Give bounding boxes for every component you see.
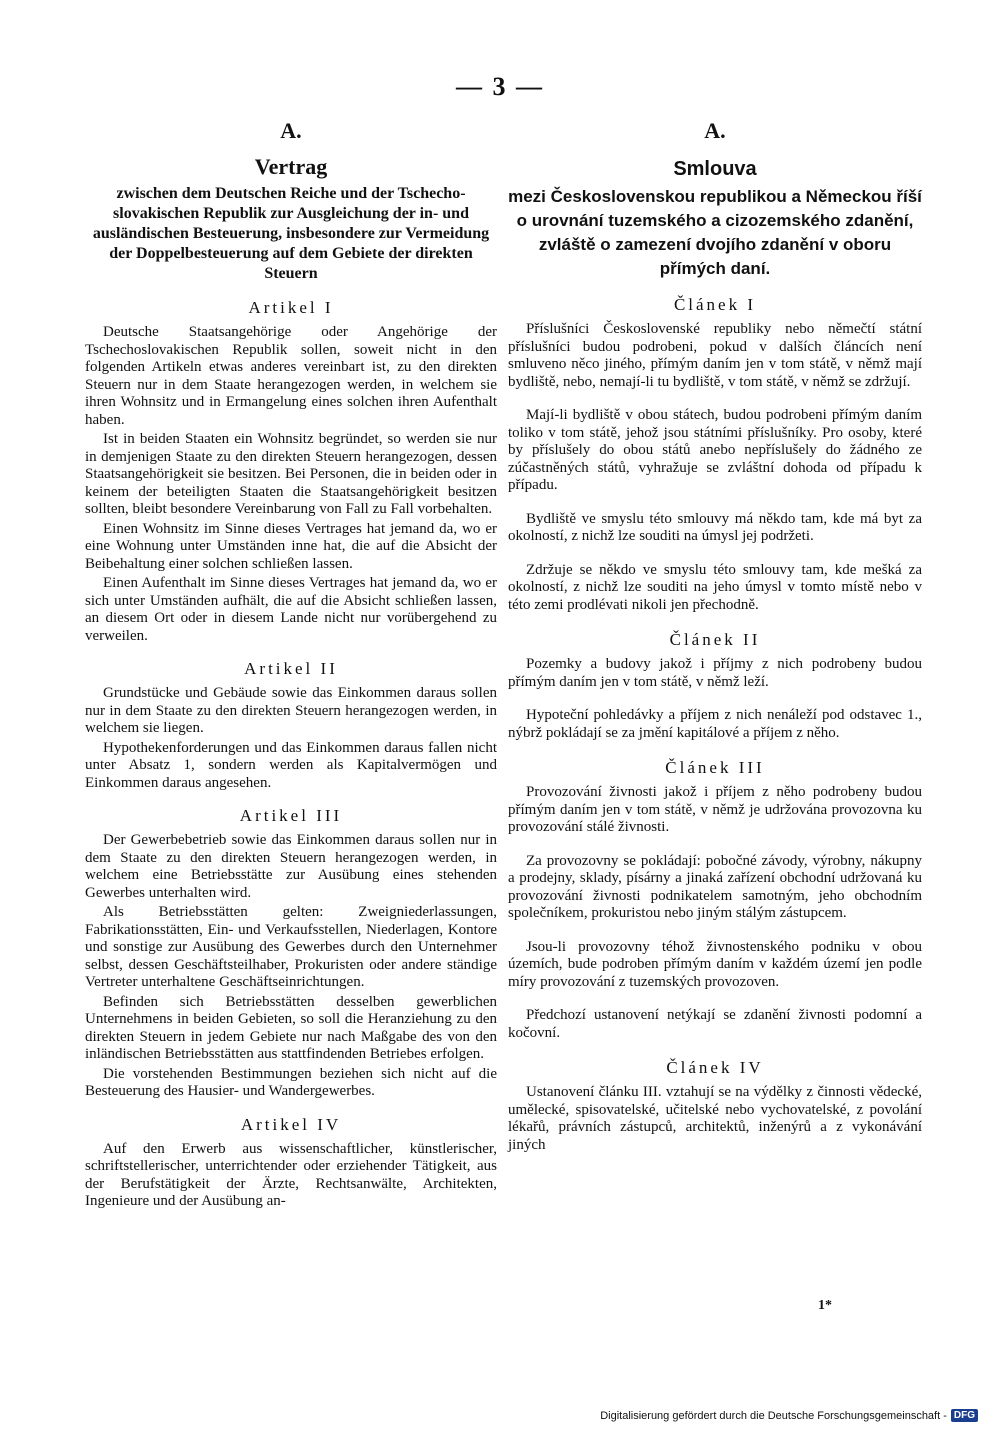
article-heading: Artikel I: [248, 298, 334, 317]
section-letter: A.: [280, 118, 302, 143]
article-paragraph: Einen Wohnsitz im Sinne dieses Vertrages hat jemand da, wo er eine Wohnung unter Umständen inne hat, die auf die Absicht der Beibehaltung einer solchen schließen lassen.: [85, 520, 497, 572]
section-letter: A.: [704, 118, 726, 143]
article-paragraph: Einen Aufenthalt im Sinne dieses Vertrages hat jemand da, wo er sich unter Umständen aufhält, die auf die Absicht schließen lassen, an diesem Ort oder in diesem Lande nicht nur vorübergehend zu verweilen.: [85, 575, 497, 644]
article-heading: Článek II: [669, 630, 761, 649]
article-heading: Článek III: [665, 758, 765, 777]
articles: [508, 295, 922, 1154]
article-paragraph: Befinden sich Betriebsstätten desselben gewerblichen Unternehmens in beiden Gebieten, so soll die Heranziehung zu den direkten Steuern in jedem Gebiete nur nach Maßgabe des von den inländischen Betriebsstätten aus stattfindenden Betriebes erfolgen.: [85, 993, 497, 1062]
article-paragraph: Der Gewerbebetrieb sowie das Einkommen daraus sollen nur in dem Staate zu den direkten Steuern herangezogen werden, in welchem eine Betriebsstätte zur Ausübung eines stehenden Gewerbes unterhalten wird.: [85, 832, 497, 901]
article-heading: Artikel II: [244, 659, 338, 678]
article-paragraph: Příslušníci Československé republiky nebo němečtí státní příslušníci budou podrobeni, pokud v dalších článcích není smluveno něco jiného, přímým daním jen v tom státě, v němž mají bydliště, nebo, nemají-li tu bydliště, v tom státě, v němž se zdržují.: [508, 321, 922, 390]
article-paragraph: Als Betriebsstätten gelten: Zweigniederlassungen, Fabrikationsstätten, Ein- und Verkaufsstellen, Niederlagen, Kontore und sonstige zur Ausübung des Gewerbes durch den Unternehmer selbst, dessen Geschäftsteilhaber, Prokuristen oder andere ständige Vertreter unterhaltene Geschäftseinrichtungen.: [85, 904, 497, 990]
article-heading: Artikel III: [239, 806, 343, 825]
german-column: [85, 110, 497, 1213]
article-paragraph: Hypoteční pohledávky a příjem z nich nenáleží pod odstavec 1., nýbrž pokládají se za jmění kapitálové a příjem z něho.: [508, 707, 922, 741]
article-paragraph: Hypothekenforderungen und das Einkommen daraus fallen nicht unter Absatz 1, sondern werden als Kapitalvermögen und Einkommen daraus angesehen.: [85, 739, 497, 791]
article-paragraph: Za provozovny se pokládají: pobočné závody, výrobny, nákupny a prodejny, sklady, písárny a jinaká zařízení obchodní udržovaná ku provozování živnosti podnikatelem samotným, jeho obchodním společníkem, prokuristou nebo jiným stálým zástupcem.: [508, 852, 922, 921]
article-paragraph: Grundstücke und Gebäude sowie das Einkommen daraus sollen nur in dem Staate zu den direkten Steuern herangezogen werden, in welchem sie liegen.: [85, 685, 497, 736]
article-paragraph: Provozování živnosti jakož i příjem z něho podrobeny budou přímým daním jen v tom státě, v němž je udržována provozovna ku provozování stálé živnosti.: [508, 784, 922, 835]
article-paragraph: Ist in beiden Staaten ein Wohnsitz begründet, so werden sie nur in demjenigen Staate zu den direkten Steuern herangezogen, dessen Staatsangehörigkeit sie besitzen. Bei Personen, die in beiden oder in keinem der beteiligten Staaten die Staatsangehörigkeit besitzen sollten, bleibt besondere Vereinbarung von Fall zu Fall vorbehalten.: [85, 431, 497, 517]
article-heading: Artikel IV: [240, 1114, 342, 1134]
footer-text: Digitalisierung gefördert durch die Deutsche Forschungsgemeinschaft -: [600, 1409, 947, 1422]
article-paragraph: Bydliště ve smyslu této smlouvy má někdo tam, kde má byt za okolností, z nichž lze souditi na úmysl jej podržeti.: [508, 510, 922, 544]
article-paragraph: Auf den Erwerb aus wissenschaftlicher, künstlerischer, schriftstellerischer, unterrichtender oder erziehender Tätigkeit, aus der Berufstätigkeit der Ärzte, Rechtsanwälte, Architekten, Ingenieure und der Ausübung an-: [85, 1140, 497, 1209]
article-heading: Článek I: [673, 295, 757, 314]
czech-column: [508, 110, 922, 1170]
page-number: — 3 —: [456, 72, 544, 101]
article-paragraph: Pozemky a budovy jakož i příjmy z nich podrobeny budou přímým daním jen v tom státě, v němž leží.: [508, 656, 922, 690]
articles: [85, 298, 497, 1211]
treaty-subtitle: mezi Československou republikou a Německou říší o urovnání tuzemského a cizozemského zdanění, zvláště o zamezení dvojího zdanění v oboru přímých daní.: [508, 187, 922, 278]
article-paragraph: Předchozí ustanovení netýkají se zdanění živnosti podomní a kočovní.: [508, 1007, 922, 1041]
article-paragraph: Jsou-li provozovny téhož živnostenského podniku v obou územích, bude podroben přímým daním v každém území jen podle míry provozování z tuzemských provozoven.: [508, 938, 922, 990]
treaty-title: Smlouva: [673, 158, 757, 180]
footer: [600, 1409, 978, 1422]
article-paragraph: Mají-li bydliště v obou státech, budou podrobeni přímým daním toliko v tom státě, jehož jsou státními příslušníky. Pro osoby, které by příslušely do obou států anebo nepříslušely do žádného ze zúčastněných států, vyhražuje se zvláštní dohoda od případu k případu.: [508, 407, 922, 493]
signature-mark: 1*: [818, 1298, 832, 1313]
article-paragraph: Die vorstehenden Bestimmungen beziehen sich nicht auf die Besteuerung des Hausier- und Wandergewerbes.: [85, 1065, 497, 1099]
article-heading: Článek IV: [666, 1058, 764, 1077]
article-paragraph: Ustanovení článku III. vztahují se na výdělky z činnosti vědecké, umělecké, spisovatelské, učitelské nebo vychovatelské, z povolání lékařů, právních zástupců, architektů, inženýrů a z vykonávání jiných: [508, 1084, 922, 1153]
treaty-subtitle: zwischen dem Deutschen Reiche und der Tschecho-slovakischen Republik zur Ausgleichung der in- und ausländischen Besteuerung, insbesondere zur Vermeidung der Doppelbesteuerung auf dem Gebiete der direkten Steuern: [92, 185, 490, 282]
treaty-title: Vertrag: [254, 154, 328, 179]
article-paragraph: Zdržuje se někdo ve smyslu této smlouvy tam, kde mešká za okolností, z nichž lze souditi na jeho úmysl v tomto místě nebo v této zemi prodlévati nikoli jen přechodně.: [508, 561, 922, 613]
dfg-logo: DFG: [951, 1409, 978, 1422]
article-paragraph: Deutsche Staatsangehörige oder Angehörige der Tschechoslovakischen Republik sollen, soweit nicht in den folgenden Artikeln etwas anderes vereinbart ist, zu den direkten Steuern nur in dem Staate herangezogen werden, in welchem sie ihren Wohnsitz und in Ermangelung eines solchen ihren Aufenthalt haben.: [85, 324, 497, 428]
